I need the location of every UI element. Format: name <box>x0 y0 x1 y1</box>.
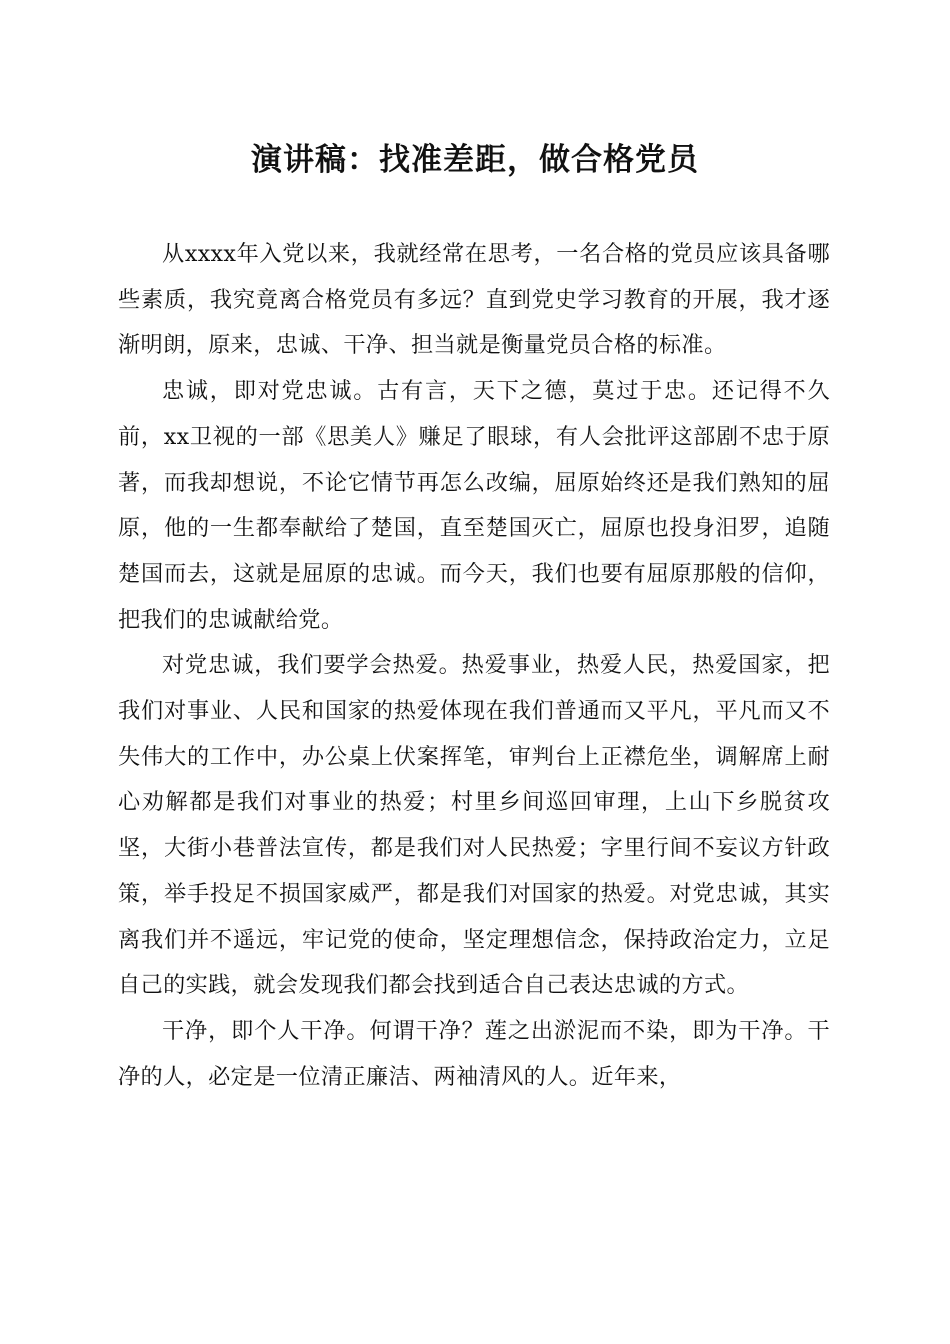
document-body <box>118 232 830 1100</box>
paragraph-love: 对党忠诚，我们要学会热爱。热爱事业，热爱人民，热爱国家，把我们对事业、人民和国家的热爱体现在我们普通而又平凡，平凡而又不失伟大的工作中，办公桌上伏案挥笔，审判台上正襟危坐，调解席上耐心劝解都是我们对事业的热爱；村里乡间巡回审理，上山下乡脱贫攻坚，大街小巷普法宣传，都是我们对人民热爱；字里行间不妄议方针政策，举手投足不损国家威严，都是我们对国家的热爱。对党忠诚，其实离我们并不遥远，牢记党的使命，坚定理想信念，保持政治定力，立足自己的实践，就会发现我们都会找到适合自己表达忠诚的方式。 <box>118 652 830 999</box>
paragraph-clean: 干净，即个人干净。何谓干净？莲之出淤泥而不染，即为干净。干净的人，必定是一位清正廉洁、两袖清风的人。近年来， <box>118 1017 830 1090</box>
document-title: 演讲稿：找准差距，做合格党员 <box>251 142 699 178</box>
paragraph-intro: 从xxxx年入党以来，我就经常在思考，一名合格的党员应该具备哪些素质，我究竟离合格党员有多远？直到党史学习教育的开展，我才逐渐明朗，原来，忠诚、干净、担当就是衡量党员合格的标准。 <box>118 241 830 359</box>
paragraph-loyalty: 忠诚，即对党忠诚。古有言，天下之德，莫过于忠。还记得不久前，xx卫视的一部《思美人》赚足了眼球，有人会批评这部剧不忠于原著，而我却想说，不论它情节再怎么改编，屈原始终还是我们熟知的屈原，他的一生都奉献给了楚国，直至楚国灭亡，屈原也投身汨罗，追随楚国而去，这就是屈原的忠诚。而今天，我们也要有屈原那般的信仰，把我们的忠诚献给党。 <box>118 378 830 633</box>
